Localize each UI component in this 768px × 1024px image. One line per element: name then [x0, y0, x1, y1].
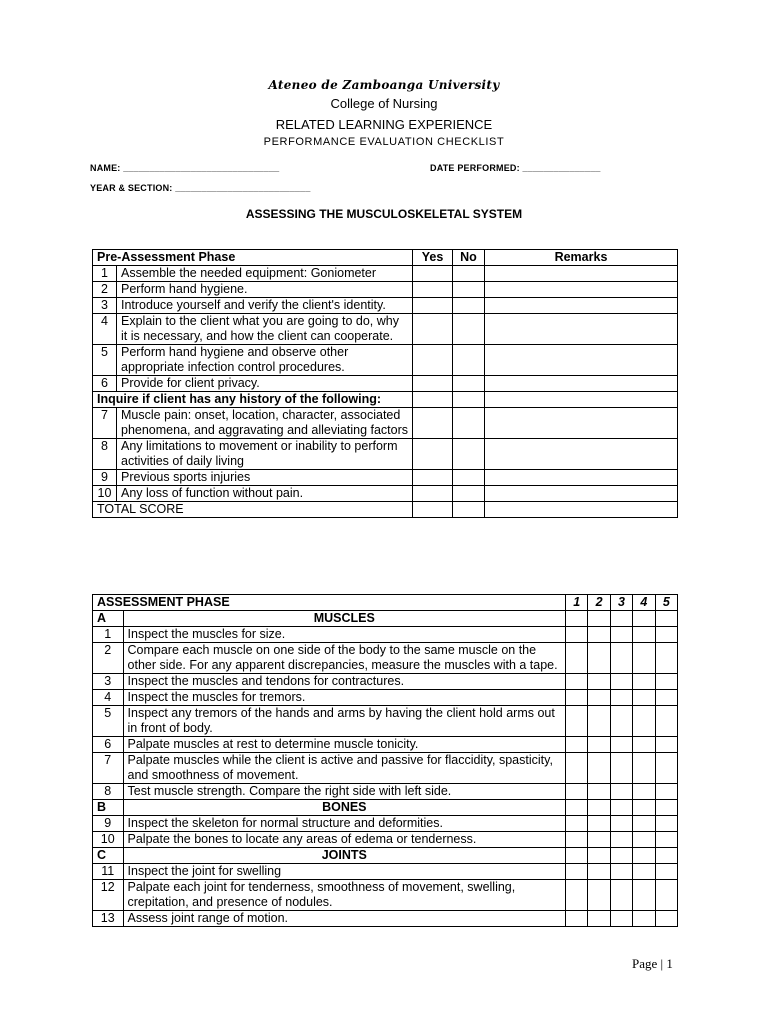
score-cell-5[interactable] [655, 864, 677, 880]
score-cell-4[interactable] [633, 706, 655, 737]
remarks-cell[interactable] [485, 345, 678, 376]
table-row [93, 911, 678, 927]
item-text: Palpate each joint for tenderness, smoothness of movement, swelling, crepitation, and presence of nodules. [123, 880, 566, 911]
item-text: Palpate the bones to locate any areas of edema or tenderness. [123, 832, 566, 848]
yes-cell[interactable] [413, 266, 453, 282]
item-text: Inspect the muscles for size. [123, 627, 566, 643]
table-row [93, 674, 678, 690]
score-cell-2[interactable] [588, 674, 610, 690]
item-number: 2 [93, 282, 117, 298]
section-score-cell [655, 800, 677, 816]
item-text: Inspect the joint for swelling [123, 864, 566, 880]
remarks-cell[interactable] [485, 408, 678, 439]
score-cell-1[interactable] [566, 627, 588, 643]
page-number: Page | 1 [632, 956, 673, 971]
remarks-header: Remarks [485, 250, 678, 266]
score-cell-3[interactable] [610, 880, 632, 911]
pre-header-row [93, 250, 678, 266]
table-row [93, 439, 678, 470]
score-cell-1[interactable] [566, 674, 588, 690]
yes-header: Yes [413, 250, 453, 266]
score-cell-3[interactable] [610, 737, 632, 753]
item-number: 9 [93, 816, 124, 832]
yes-cell[interactable] [413, 408, 453, 439]
item-text: Inspect the muscles and tendons for contractures. [123, 674, 566, 690]
item-number: 10 [93, 832, 124, 848]
score-cell-2[interactable] [588, 627, 610, 643]
section-name: JOINTS [123, 848, 566, 864]
no-cell[interactable] [453, 266, 485, 282]
score-cell-4[interactable] [633, 864, 655, 880]
yes-cell[interactable] [413, 376, 453, 392]
inquire-heading: Inquire if client has any history of the following: [93, 392, 413, 408]
table-row [93, 880, 678, 911]
score-cell-3[interactable] [610, 832, 632, 848]
score-cell-2[interactable] [588, 880, 610, 911]
item-text: Inspect the skeleton for normal structure and deformities. [123, 816, 566, 832]
section-name: MUSCLES [123, 611, 566, 627]
score-cell-5[interactable] [655, 832, 677, 848]
section-score-cell [566, 800, 588, 816]
score-cell-1[interactable] [566, 864, 588, 880]
score-cell-4[interactable] [633, 880, 655, 911]
section-score-cell [566, 848, 588, 864]
item-number: 10 [93, 486, 117, 502]
table-row [93, 706, 678, 737]
table-row [93, 298, 678, 314]
table-row [93, 816, 678, 832]
item-number: 6 [93, 376, 117, 392]
document-title: ASSESSING THE MUSCULOSKELETAL SYSTEM [245, 207, 523, 221]
remarks-cell[interactable] [485, 470, 678, 486]
item-text: Inspect any tremors of the hands and arms by having the client hold arms out in front of body. [123, 706, 566, 737]
section-row [93, 800, 678, 816]
table-row [93, 643, 678, 674]
score-cell-2[interactable] [588, 911, 610, 927]
assessment-table [92, 594, 678, 927]
item-text: Provide for client privacy. [117, 376, 413, 392]
score-cell-5[interactable] [655, 911, 677, 927]
total-score-row [93, 502, 678, 518]
score-cell-5[interactable] [655, 674, 677, 690]
score-cell-4[interactable] [633, 690, 655, 706]
inquire-row [93, 392, 678, 408]
score-cell-2[interactable] [588, 643, 610, 674]
item-text: Previous sports injuries [117, 470, 413, 486]
no-cell[interactable] [453, 439, 485, 470]
item-text: Perform hand hygiene. [117, 282, 413, 298]
score-cell-5[interactable] [655, 643, 677, 674]
university-name: Ateneo de Zamboanga University [268, 78, 500, 92]
no-header: No [453, 250, 485, 266]
score-cell-5[interactable] [655, 880, 677, 911]
no-cell[interactable] [453, 470, 485, 486]
checklist-title: PERFORMANCE EVALUATION CHECKLIST [263, 136, 505, 148]
item-text: Perform hand hygiene and observe other appropriate infection control procedures. [117, 345, 413, 376]
table-row [93, 627, 678, 643]
no-cell[interactable] [453, 345, 485, 376]
yes-cell[interactable] [413, 439, 453, 470]
score-cell-3[interactable] [610, 784, 632, 800]
section-score-cell [610, 848, 632, 864]
item-number: 12 [93, 880, 124, 911]
no-cell[interactable] [453, 376, 485, 392]
score-header-2: 2 [588, 595, 610, 611]
section-score-cell [610, 800, 632, 816]
no-cell[interactable] [453, 408, 485, 439]
section-score-cell [588, 611, 610, 627]
section-letter: C [93, 848, 124, 864]
no-cell[interactable] [453, 392, 485, 408]
remarks-cell[interactable] [485, 486, 678, 502]
item-number: 1 [93, 627, 124, 643]
section-score-cell [610, 611, 632, 627]
score-cell-5[interactable] [655, 627, 677, 643]
score-cell-1[interactable] [566, 643, 588, 674]
item-text: Explain to the client what you are going to do, why it is necessary, and how the client can cooperate. [117, 314, 413, 345]
section-score-cell [633, 800, 655, 816]
remarks-cell[interactable] [485, 266, 678, 282]
remarks-total-cell[interactable] [485, 502, 678, 518]
item-number: 6 [93, 737, 124, 753]
section-letter: B [93, 800, 124, 816]
item-number: 4 [93, 314, 117, 345]
table-row [93, 784, 678, 800]
score-cell-4[interactable] [633, 627, 655, 643]
section-score-cell [588, 848, 610, 864]
yes-cell[interactable] [413, 392, 453, 408]
item-text: Any limitations to movement or inability to perform activities of daily living [117, 439, 413, 470]
pre-assessment-table [92, 249, 678, 518]
item-number: 5 [93, 706, 124, 737]
section-score-cell [655, 848, 677, 864]
score-cell-1[interactable] [566, 737, 588, 753]
assessment-phase-header: ASSESSMENT PHASE [93, 595, 566, 611]
item-text: Inspect the muscles for tremors. [123, 690, 566, 706]
score-cell-2[interactable] [588, 816, 610, 832]
score-cell-5[interactable] [655, 784, 677, 800]
score-cell-3[interactable] [610, 643, 632, 674]
score-cell-3[interactable] [610, 674, 632, 690]
score-cell-1[interactable] [566, 832, 588, 848]
item-text: Introduce yourself and verify the client's identity. [117, 298, 413, 314]
yes-cell[interactable] [413, 298, 453, 314]
item-text: Assemble the needed equipment: Goniometer [117, 266, 413, 282]
remarks-cell[interactable] [485, 439, 678, 470]
score-cell-1[interactable] [566, 753, 588, 784]
item-number: 5 [93, 345, 117, 376]
year-section-field[interactable]: YEAR & SECTION: __________________________ [90, 183, 311, 193]
score-cell-5[interactable] [655, 706, 677, 737]
score-cell-2[interactable] [588, 753, 610, 784]
score-cell-2[interactable] [588, 737, 610, 753]
table-row [93, 486, 678, 502]
score-cell-2[interactable] [588, 832, 610, 848]
assessment-header-row [93, 595, 678, 611]
remarks-cell[interactable] [485, 392, 678, 408]
table-row [93, 376, 678, 392]
table-row [93, 314, 678, 345]
table-row [93, 753, 678, 784]
table-row [93, 864, 678, 880]
score-cell-3[interactable] [610, 816, 632, 832]
score-cell-3[interactable] [610, 753, 632, 784]
table-row [93, 266, 678, 282]
score-cell-2[interactable] [588, 690, 610, 706]
score-cell-3[interactable] [610, 690, 632, 706]
item-number: 8 [93, 439, 117, 470]
yes-total-cell[interactable] [413, 502, 453, 518]
no-cell[interactable] [453, 282, 485, 298]
score-cell-4[interactable] [633, 816, 655, 832]
remarks-cell[interactable] [485, 376, 678, 392]
item-number: 13 [93, 911, 124, 927]
item-number: 3 [93, 298, 117, 314]
table-row [93, 690, 678, 706]
total-score-label: TOTAL SCORE [93, 502, 413, 518]
score-cell-3[interactable] [610, 627, 632, 643]
yes-cell[interactable] [413, 345, 453, 376]
table-row [93, 470, 678, 486]
score-cell-5[interactable] [655, 690, 677, 706]
score-cell-1[interactable] [566, 911, 588, 927]
item-number: 11 [93, 864, 124, 880]
remarks-cell[interactable] [485, 282, 678, 298]
score-cell-1[interactable] [566, 880, 588, 911]
name-field[interactable]: NAME: ______________________________ [90, 163, 280, 173]
score-header-3: 3 [610, 595, 632, 611]
item-number: 3 [93, 674, 124, 690]
score-cell-2[interactable] [588, 784, 610, 800]
program-title: RELATED LEARNING EXPERIENCE [275, 117, 493, 132]
score-cell-2[interactable] [588, 706, 610, 737]
section-row [93, 611, 678, 627]
item-number: 7 [93, 408, 117, 439]
section-score-cell [633, 848, 655, 864]
item-number: 1 [93, 266, 117, 282]
yes-cell[interactable] [413, 282, 453, 298]
remarks-cell[interactable] [485, 314, 678, 345]
no-total-cell[interactable] [453, 502, 485, 518]
score-cell-5[interactable] [655, 816, 677, 832]
item-number: 2 [93, 643, 124, 674]
item-text: Any loss of function without pain. [117, 486, 413, 502]
section-letter: A [93, 611, 124, 627]
score-cell-2[interactable] [588, 864, 610, 880]
item-text: Assess joint range of motion. [123, 911, 566, 927]
score-cell-1[interactable] [566, 690, 588, 706]
score-cell-4[interactable] [633, 674, 655, 690]
score-cell-4[interactable] [633, 784, 655, 800]
date-performed-field[interactable]: DATE PERFORMED: _______________ [430, 163, 601, 173]
score-cell-3[interactable] [610, 911, 632, 927]
score-cell-4[interactable] [633, 643, 655, 674]
section-score-cell [633, 611, 655, 627]
college-name: College of Nursing [330, 96, 438, 111]
score-cell-4[interactable] [633, 911, 655, 927]
score-cell-4[interactable] [633, 832, 655, 848]
table-row [93, 408, 678, 439]
section-score-cell [655, 611, 677, 627]
no-cell[interactable] [453, 486, 485, 502]
remarks-cell[interactable] [485, 298, 678, 314]
item-number: 4 [93, 690, 124, 706]
table-row [93, 737, 678, 753]
score-cell-1[interactable] [566, 706, 588, 737]
table-row [93, 832, 678, 848]
section-row [93, 848, 678, 864]
item-number: 9 [93, 470, 117, 486]
score-header-5: 5 [655, 595, 677, 611]
score-cell-5[interactable] [655, 753, 677, 784]
yes-cell[interactable] [413, 470, 453, 486]
yes-cell[interactable] [413, 314, 453, 345]
section-score-cell [566, 611, 588, 627]
item-number: 8 [93, 784, 124, 800]
yes-cell[interactable] [413, 486, 453, 502]
no-cell[interactable] [453, 298, 485, 314]
table-row [93, 282, 678, 298]
section-score-cell [588, 800, 610, 816]
no-cell[interactable] [453, 314, 485, 345]
score-cell-5[interactable] [655, 737, 677, 753]
score-header-4: 4 [633, 595, 655, 611]
item-text: Compare each muscle on one side of the body to the same muscle on the other side. For any apparent discrepancies, measure the muscles with a tape. [123, 643, 566, 674]
table-row [93, 345, 678, 376]
item-text: Palpate muscles at rest to determine muscle tonicity. [123, 737, 566, 753]
score-cell-4[interactable] [633, 753, 655, 784]
item-number: 7 [93, 753, 124, 784]
score-cell-1[interactable] [566, 816, 588, 832]
item-text: Test muscle strength. Compare the right side with left side. [123, 784, 566, 800]
score-cell-1[interactable] [566, 784, 588, 800]
item-text: Palpate muscles while the client is active and passive for flaccidity, spasticity, and smoothness of movement. [123, 753, 566, 784]
pre-phase-header: Pre-Assessment Phase [93, 250, 413, 266]
section-name: BONES [123, 800, 566, 816]
score-header-1: 1 [566, 595, 588, 611]
score-cell-3[interactable] [610, 706, 632, 737]
score-cell-3[interactable] [610, 864, 632, 880]
score-cell-4[interactable] [633, 737, 655, 753]
item-text: Muscle pain: onset, location, character, associated phenomena, and aggravating and alleviating factors [117, 408, 413, 439]
